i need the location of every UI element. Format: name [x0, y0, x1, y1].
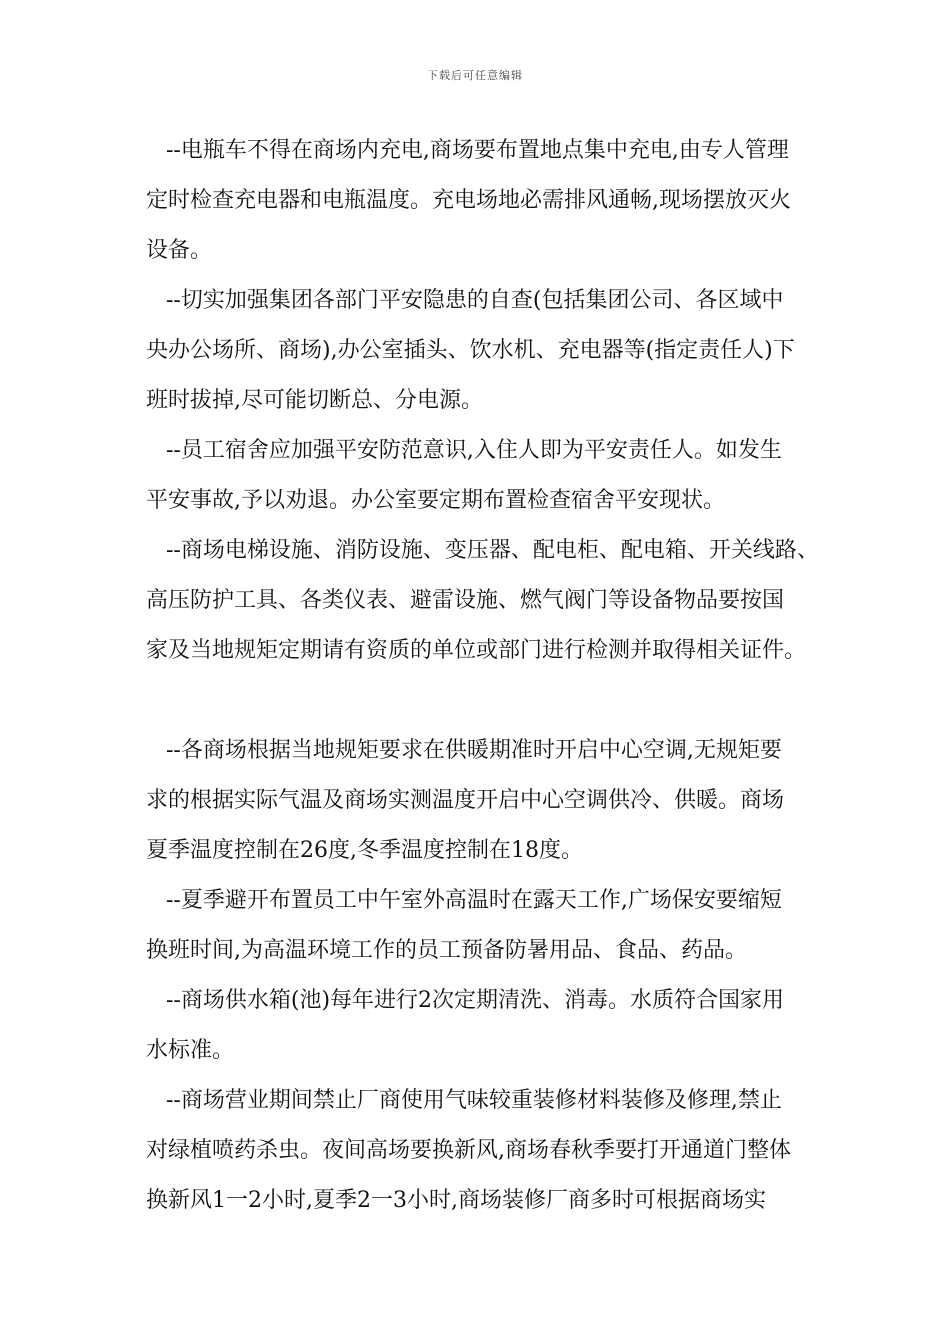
- paragraph-safety-inspection: [146, 276, 814, 426]
- paragraph-line: --电瓶车不得在商场内充电,商场要布置地点集中充电,由专人管理: [166, 138, 789, 163]
- paragraph-line: 求的根据实际气温及商场实测温度开启中心空调供冷、供暖。商场: [146, 788, 785, 813]
- paragraph-equipment-inspection: [146, 526, 819, 676]
- paragraph-ebike-charging: [146, 126, 814, 276]
- paragraph-line: 央办公场所、商场),办公室插头、饮水机、充电器等(指定责任人)下: [146, 338, 795, 363]
- document-body: [146, 126, 819, 1226]
- paragraph-line: 夏季温度控制在26度,冬季温度控制在18度。: [146, 838, 583, 863]
- paragraph-line: 班时拔掉,尽可能切断总、分电源。: [146, 388, 483, 413]
- paragraph-water-tank: [146, 976, 814, 1076]
- page-header: 下载后可任意编辑: [427, 69, 523, 82]
- paragraph-line: --商场电梯设施、消防设施、变压器、配电柜、配电箱、开关线路、: [166, 538, 819, 563]
- paragraph-summer-heat: [146, 876, 814, 976]
- paragraph-line: 对绿植喷药杀虫。夜间高场要换新风,商场春秋季要打开通道门整体: [146, 1138, 791, 1163]
- paragraph-line: 家及当地规矩定期请有资质的单位或部门进行检测并取得相关证件。: [146, 638, 807, 663]
- paragraph-air-conditioning: [146, 726, 814, 876]
- paragraph-line: --夏季避开布置员工中午室外高温时在露天工作,广场保安要缩短: [166, 888, 782, 913]
- paragraph-line: 设备。: [146, 238, 213, 263]
- paragraph-line: --商场营业期间禁止厂商使用气味较重装修材料装修及修理,禁止: [166, 1088, 782, 1113]
- paragraph-line: --各商场根据当地规矩要求在供暖期准时开启中心空调,无规矩要: [166, 738, 782, 763]
- paragraph-line: --商场供水箱(池)每年进行2次定期清洗、消毒。水质符合国家用: [166, 988, 785, 1013]
- paragraph-line: 定时检查充电器和电瓶温度。充电场地必需排风通畅,现场摆放灭火: [146, 188, 791, 213]
- blank-line: [146, 676, 814, 726]
- paragraph-line: 换新风1一2小时,夏季2一3小时,商场装修厂商多时可根据商场实: [146, 1188, 766, 1213]
- paragraph-line: 高压防护工具、各类仪表、避雷设施、燃气阀门等设备物品要按国: [146, 588, 785, 613]
- paragraph-line: 水标准。: [146, 1038, 235, 1063]
- paragraph-renovation-ventilation: [146, 1076, 814, 1226]
- paragraph-line: --切实加强集团各部门平安隐患的自查(包括集团公司、各区域中: [166, 288, 784, 313]
- paragraph-dormitory-safety: [146, 426, 814, 526]
- paragraph-line: --员工宿舍应加强平安防范意识,入住人即为平安责任人。如发生: [166, 438, 782, 463]
- paragraph-line: 换班时间,为高温环境工作的员工预备防暑用品、食品、药品。: [146, 938, 747, 963]
- paragraph-line: 平安事故,予以劝退。办公室要定期布置检查宿舍平安现状。: [146, 488, 725, 513]
